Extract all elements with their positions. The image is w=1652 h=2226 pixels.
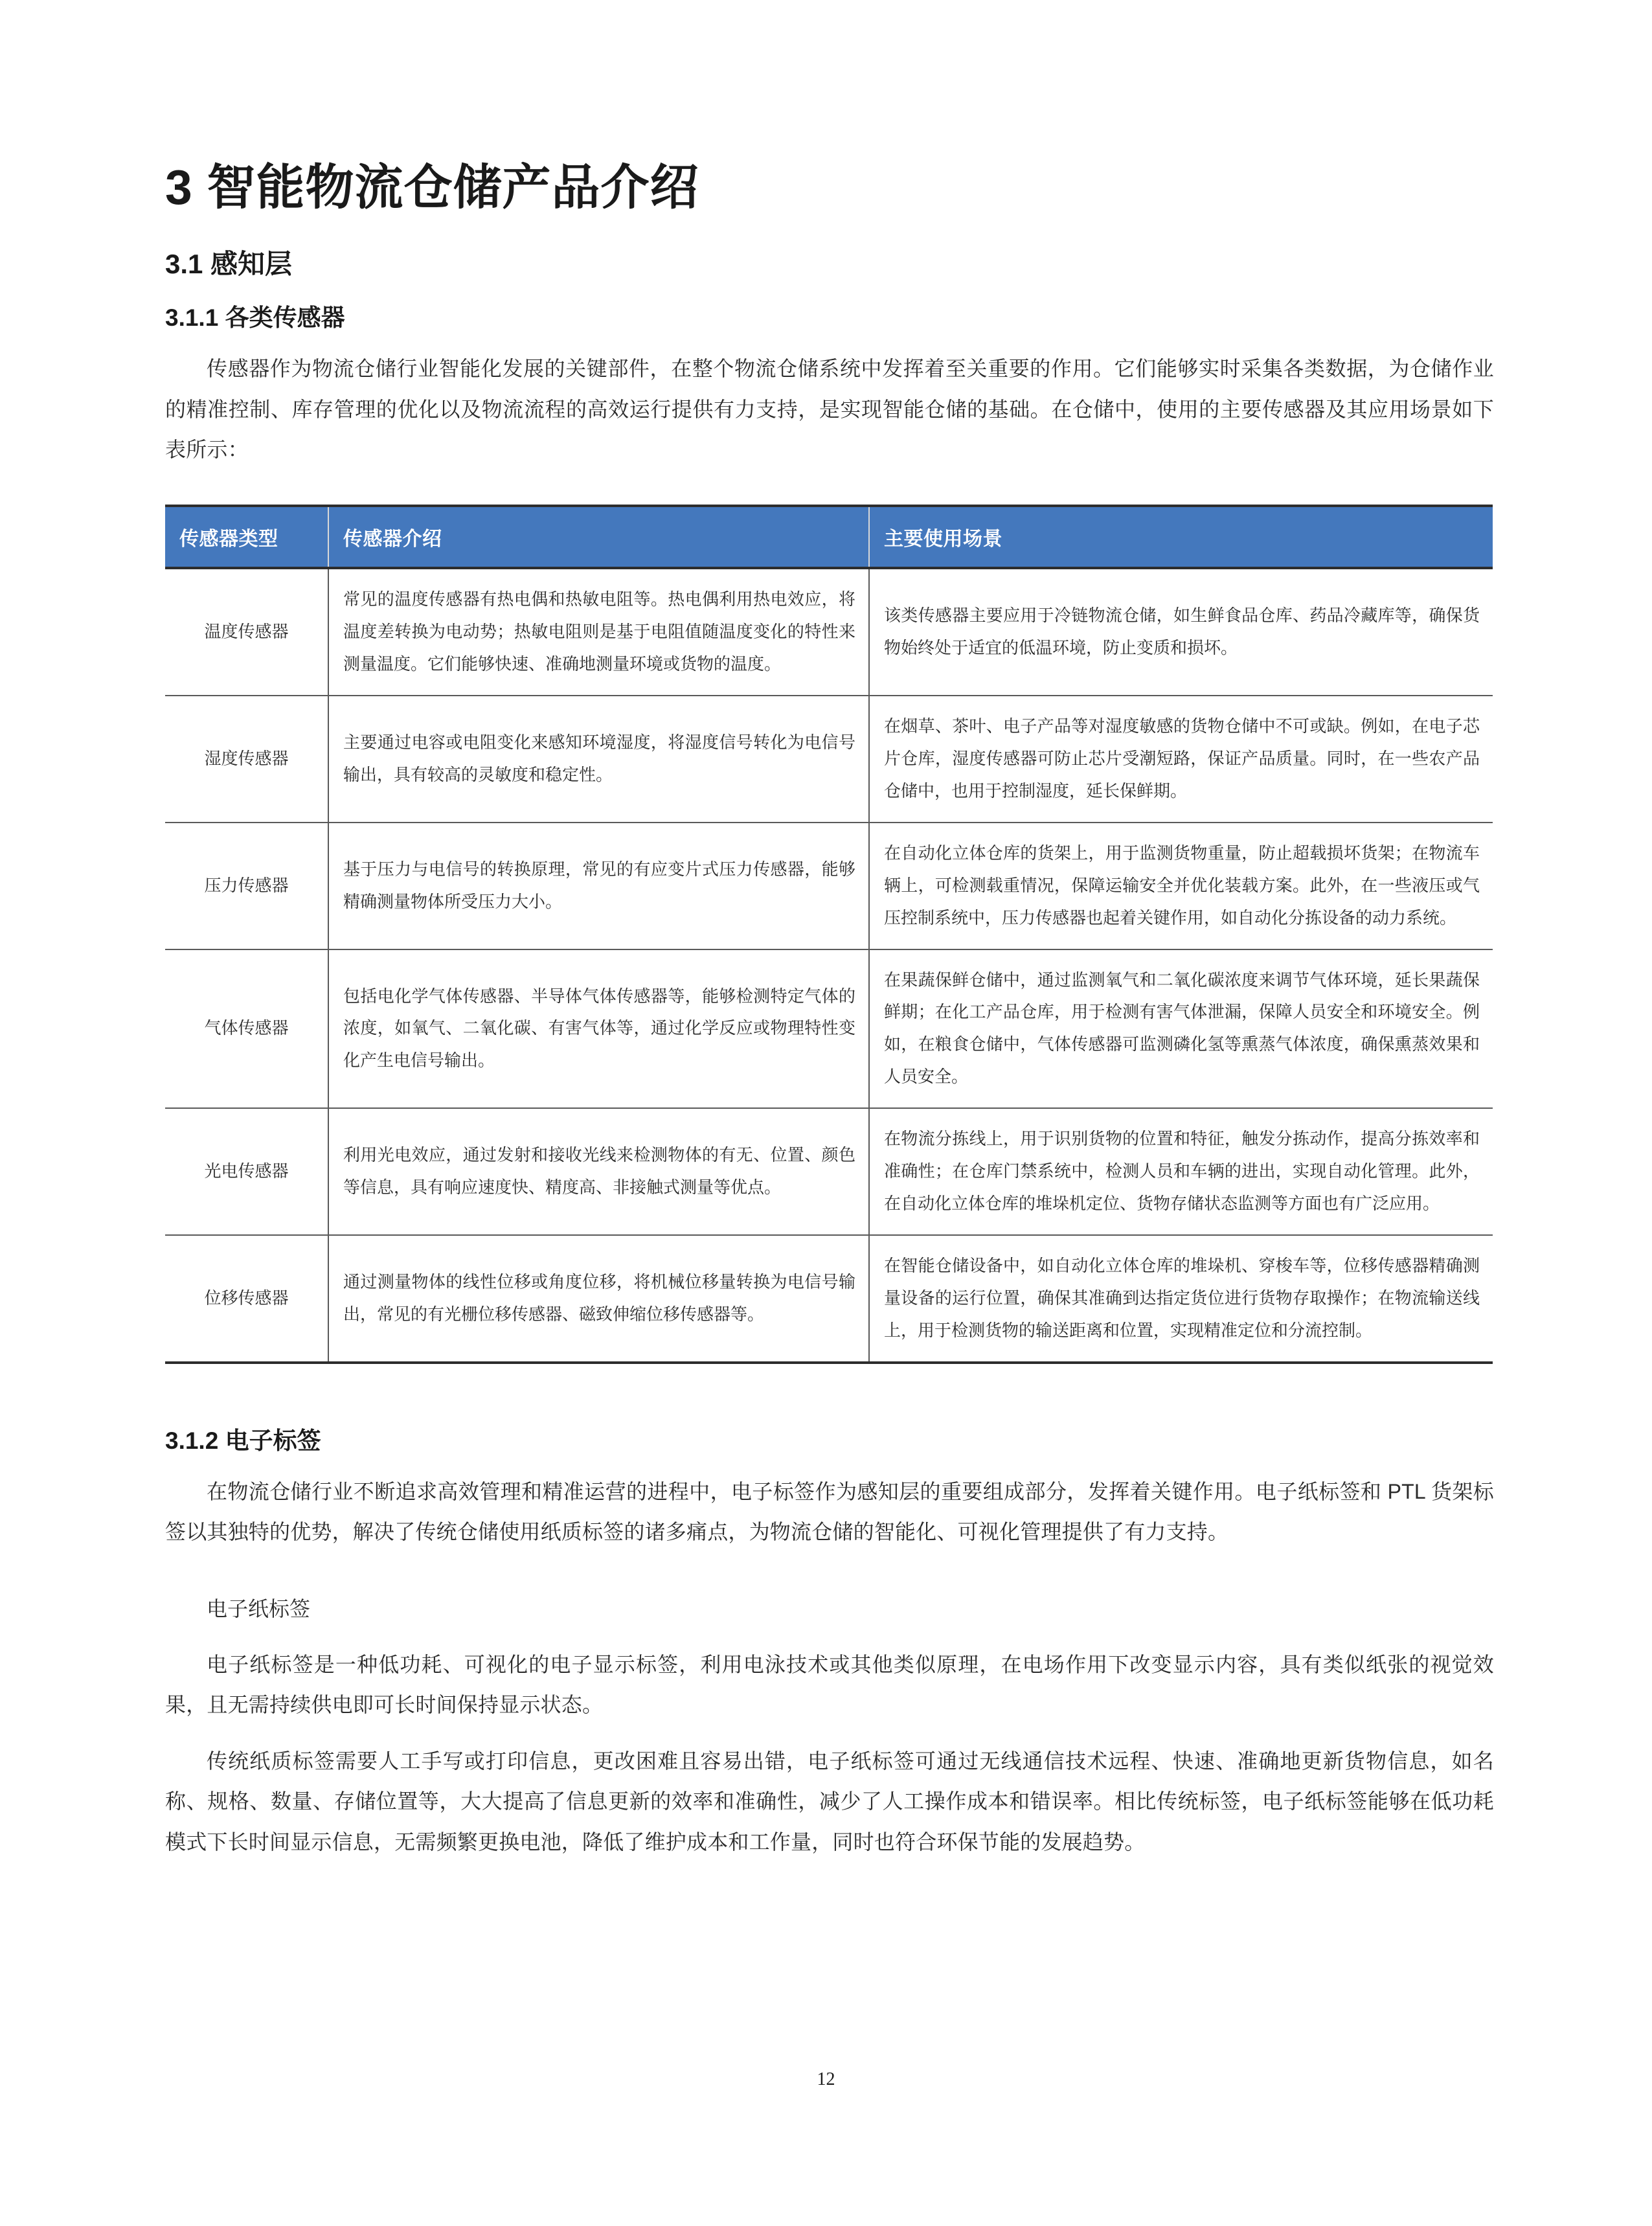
subsection-heading-3-1-2: 3.1.2 电子标签	[165, 1427, 321, 1454]
cell-sensor-scenario: 在智能仓储设备中，如自动化立体仓库的堆垛机、穿梭车等，位移传感器精确测量设备的运行位置，确保其准确到达指定货位进行货物存取操作；在物流输送线上，用于检测货物的输送距离和位置，实现精准定位和分流控制。	[884, 1255, 1480, 1340]
column-header-intro: 传感器介绍	[328, 506, 869, 568]
sensor-table-body	[165, 568, 1493, 1362]
sensor-table	[165, 505, 1493, 1363]
cell-sensor-scenario: 在自动化立体仓库的货架上，用于监测货物重量，防止超载损坏货架；在物流车辆上，可检测载重情况，保障运输安全并优化装载方案。此外，在一些液压或气压控制系统中，压力传感器也起着关键作用，如自动化分拣设备的动力系统。	[869, 823, 1493, 949]
table-row	[165, 823, 1493, 949]
epaper-label-subcaption: 电子纸标签	[207, 1596, 311, 1620]
cell-sensor-intro: 基于压力与电信号的转换原理，常见的有应变片式压力传感器，能够精确测量物体所受压力大小。	[328, 823, 869, 949]
table-header-row	[165, 506, 1493, 568]
table-row	[165, 949, 1493, 1109]
cell-sensor-type: 位移传感器	[165, 1235, 328, 1363]
epaper-paragraph-2: 传统纸质标签需要人工手写或打印信息，更改困难且容易出错，电子纸标签可通过无线通信技术远程、快速、准确地更新货物信息，如名称、规格、数量、存储位置等，大大提高了信息更新的效率和准确性，减少了人工操作成本和错误率。相比传统标签，电子纸标签能够在低功耗模式下长时间显示信息，无需频繁更换电池，降低了维护成本和工作量，同时也符合环保节能的发展趋势。	[165, 1749, 1494, 1854]
table-row	[165, 1108, 1493, 1235]
cell-sensor-scenario: 在烟草、茶叶、电子产品等对湿度敏感的货物仓储中不可或缺。例如，在电子芯片仓库，湿度传感器可防止芯片受潮短路，保证产品质量。同时，在一些农产品仓储中，也用于控制湿度，延长保鲜期。	[869, 696, 1493, 823]
cell-sensor-scenario: 在果蔬保鲜仓储中，通过监测氧气和二氧化碳浓度来调节气体环境，延长果蔬保鲜期；在化工产品仓库，用于检测有害气体泄漏，保障人员安全和环境安全。例如，在粮食仓储中，气体传感器可监测磷化氢等熏蒸气体浓度，确保熏蒸效果和人员安全。	[869, 949, 1493, 1109]
section-heading-3-1: 3.1 感知层	[165, 248, 293, 279]
sensors-intro-paragraph: 传感器作为物流仓储行业智能化发展的关键部件，在整个物流仓储系统中发挥着至关重要的作用。它们能够实时采集各类数据，为仓储作业的精准控制、库存管理的优化以及物流流程的高效运行提供有力支持，是实现智能仓储的基础。在仓储中，使用的主要传感器及其应用场景如下表所示：	[165, 357, 1494, 462]
epaper-paragraph-1: 电子纸标签是一种低功耗、可视化的电子显示标签，利用电泳技术或其他类似原理，在电场作用下改变显示内容，具有类似纸张的视觉效果，且无需持续供电即可长时间保持显示状态。	[165, 1653, 1494, 1717]
chapter-title: 3 智能物流仓储产品介绍	[165, 160, 699, 214]
cell-sensor-scenario: 在物流分拣线上，用于识别货物的位置和特征，触发分拣动作，提高分拣效率和准确性；在仓库门禁系统中，检测人员和车辆的进出，实现自动化管理。此外，在自动化立体仓库的堆垛机定位、货物存储状态监测等方面也有广泛应用。	[869, 1108, 1493, 1235]
table-row	[165, 1235, 1493, 1363]
cell-sensor-scenario: 该类传感器主要应用于冷链物流仓储，如生鲜食品仓库、药品冷藏库等，确保货物始终处于适宜的低温环境，防止变质和损坏。	[869, 568, 1493, 696]
cell-sensor-type: 气体传感器	[165, 949, 328, 1109]
cell-sensor-type: 压力传感器	[165, 823, 328, 949]
sensor-table-wrapper	[165, 470, 1494, 1363]
cell-sensor-type: 光电传感器	[165, 1108, 328, 1235]
subsection-heading-3-1-1: 3.1.1 各类传感器	[165, 304, 345, 331]
cell-sensor-intro: 利用光电效应，通过发射和接收光线来检测物体的有无、位置、颜色等信息，具有响应速度快、精度高、非接触式测量等优点。	[328, 1108, 869, 1235]
cell-sensor-intro: 主要通过电容或电阻变化来感知环境湿度，将湿度信号转化为电信号输出，具有较高的灵敏度和稳定性。	[328, 696, 869, 823]
cell-sensor-intro: 常见的温度传感器有热电偶和热敏电阻等。热电偶利用热电效应，将温度差转换为电动势；热敏电阻则是基于电阻值随温度变化的特性来测量温度。它们能够快速、准确地测量环境或货物的温度。	[328, 568, 869, 696]
page-content	[165, 0, 1494, 1862]
cell-sensor-intro: 包括电化学气体传感器、半导体气体传感器等，能够检测特定气体的浓度，如氧气、二氧化碳、有害气体等，通过化学反应或物理特性变化产生电信号输出。	[328, 949, 869, 1109]
cell-sensor-intro: 通过测量物体的线性位移或角度位移，将机械位移量转换为电信号输出，常见的有光栅位移传感器、磁致伸缩位移传感器等。	[328, 1235, 869, 1363]
cell-sensor-type: 湿度传感器	[165, 696, 328, 823]
table-row	[165, 568, 1493, 696]
column-header-type: 传感器类型	[165, 506, 328, 568]
etag-intro-paragraph: 在物流仓储行业不断追求高效管理和精准运营的进程中，电子标签作为感知层的重要组成部分，发挥着关键作用。电子纸标签和 PTL 货架标签以其独特的优势，解决了传统仓储使用纸质标签的诸多痛点，为物流仓储的智能化、可视化管理提供了有力支持。	[165, 1479, 1494, 1544]
sensor-table-head	[165, 506, 1493, 568]
column-header-scenario: 主要使用场景	[869, 506, 1493, 568]
cell-sensor-type: 温度传感器	[165, 568, 328, 696]
table-row	[165, 696, 1493, 823]
page-number: 12	[817, 2069, 835, 2089]
